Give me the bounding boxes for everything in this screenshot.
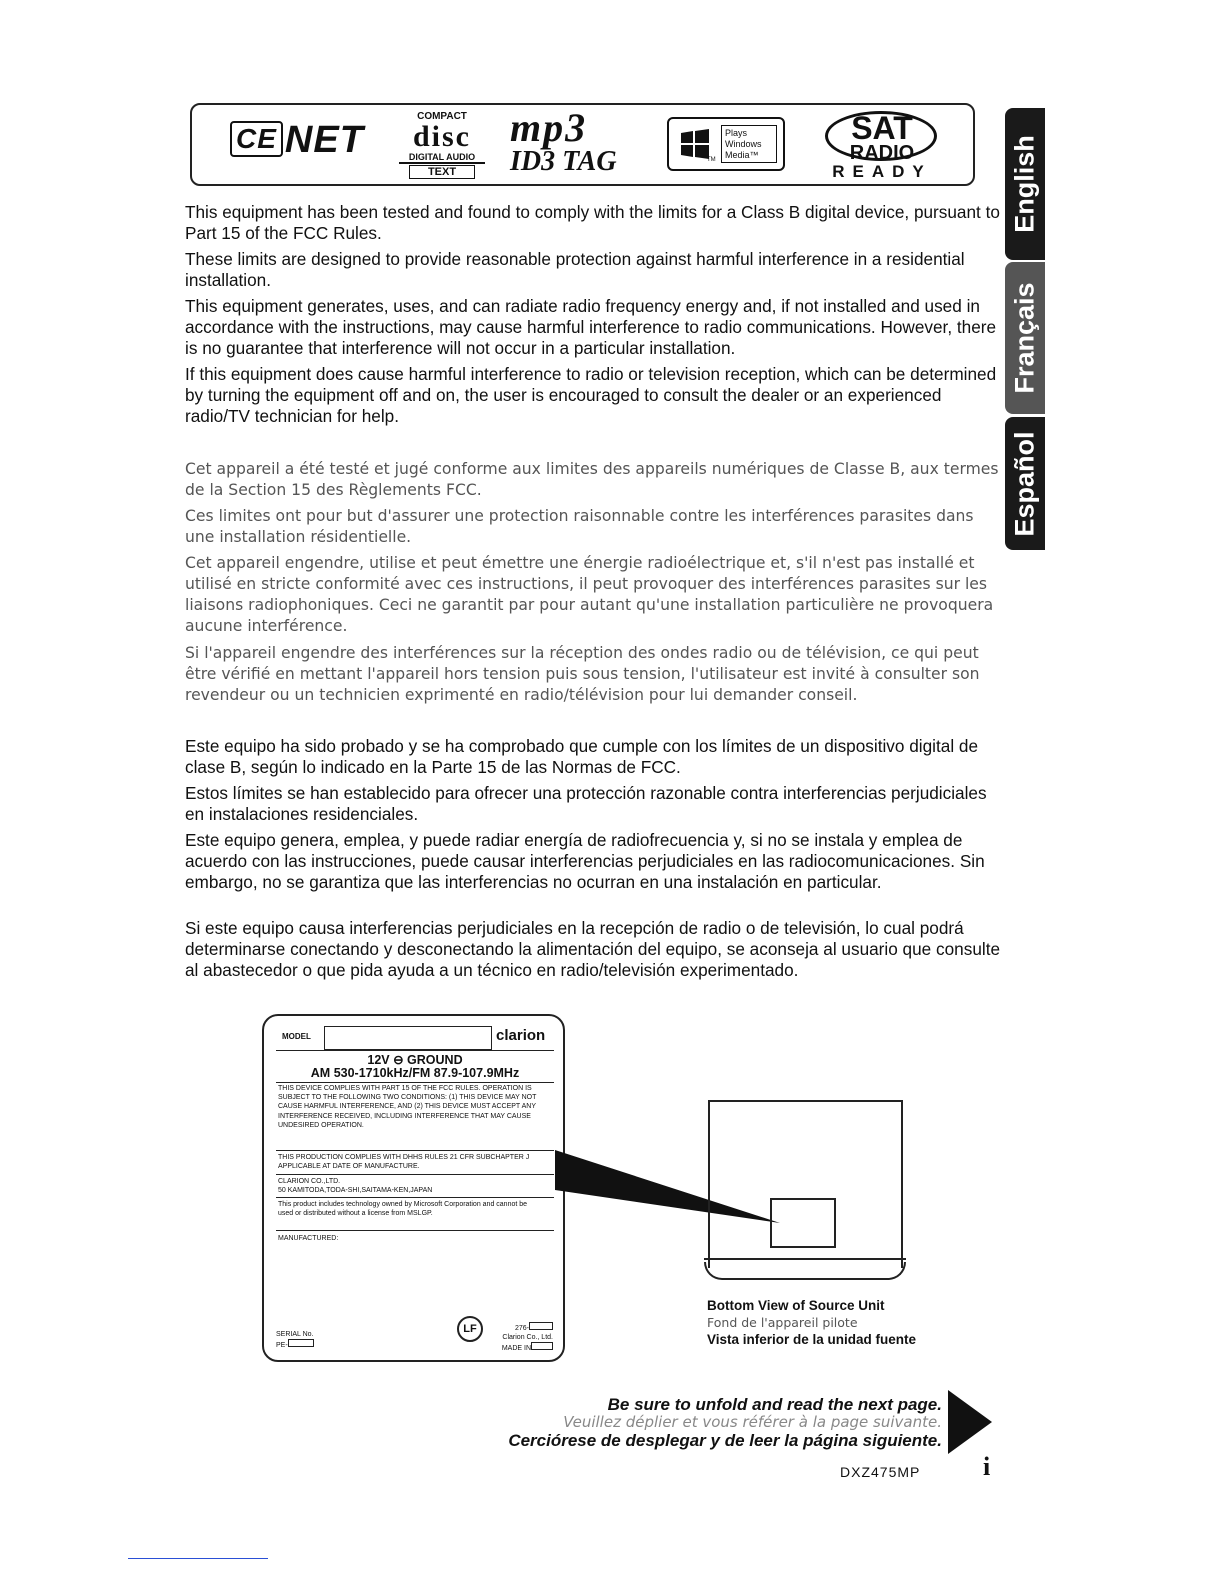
- unit-base: [704, 1262, 906, 1280]
- cenet-logo: [230, 119, 364, 162]
- logo-banner: [190, 103, 975, 186]
- label-company: CLARION CO.,LTD.: [278, 1178, 341, 1185]
- label-made-in-text: MADE IN: [501, 1345, 531, 1352]
- spanish-paragraph-1: Este equipo ha sido probado y se ha comprobado que cumple con los límites de un dispositivo digital de clase B, según lo indicado en la Parte 15 de las Normas de FCC.: [185, 736, 979, 777]
- product-label-illustration: [262, 1014, 565, 1362]
- label-maker-block: [489, 1322, 553, 1353]
- unit-caption-es: Vista inferior de la unidad fuente: [707, 1332, 917, 1347]
- label-made-in: [489, 1342, 553, 1353]
- id3-tag-text: ID3 TAG: [510, 146, 617, 177]
- tab-english-label: English: [1009, 135, 1040, 233]
- compact-disc-text-logo: [399, 111, 485, 177]
- lf-mark-icon: LF: [457, 1316, 483, 1342]
- label-model-box: [324, 1026, 492, 1050]
- french-paragraph-3: Cet appareil engendre, utilise et peut émettre une énergie radioélectrique et, s'il n'est pas installé et utilisé en stricte conformité avec ces instructions, il peut provoquer des interférences parasites sur les liaisons radiophoniques. Ceci ne garantit par pour autant qu'une installation particulière ne provoquera aucune interférence.: [185, 554, 994, 635]
- label-276: [489, 1322, 553, 1333]
- label-divider: [276, 1082, 554, 1083]
- next-page-fr: Veuillez déplier et vous référer à la page suivante.: [563, 1413, 942, 1431]
- model-code: DXZ475MP: [840, 1464, 921, 1480]
- french-paragraph-1: Cet appareil a été testé et jugé conforme aux limites des appareils numériques de Classe B, aux termes de la Section 15 des Règlements FCC.: [185, 460, 999, 499]
- windows-media-logo: [667, 117, 785, 171]
- label-dhhs-text: THIS PRODUCTION COMPLIES WITH DHHS RULES 21 CFR SUBCHAPTER J APPLICABLE AT DATE OF MANUFACTURE.: [278, 1154, 530, 1171]
- cd-line1: COMPACT: [417, 111, 467, 122]
- cd-line4: TEXT: [409, 165, 475, 179]
- tab-francais-label: Français: [1009, 282, 1040, 394]
- cenet-badge: CE: [230, 121, 283, 157]
- tab-english: [1005, 108, 1045, 260]
- mp3-logo: [510, 105, 617, 177]
- english-paragraph-1: This equipment has been tested and found to comply with the limits for a Class B digital device, pursuant to Part 15 of the FCC Rules.: [185, 202, 1000, 243]
- label-maker: Clarion Co., Ltd.: [502, 1334, 553, 1341]
- cenet-text: NET: [284, 119, 364, 161]
- footnote-rule: [128, 1558, 268, 1559]
- wm-line2: Windows: [725, 139, 762, 149]
- label-divider: [276, 1150, 554, 1151]
- cd-line2: disc: [412, 120, 471, 153]
- tab-espanol-label: Español: [1009, 430, 1040, 537]
- wm-line1: Plays: [725, 128, 748, 138]
- sat-radio-ready-logo: [817, 111, 947, 183]
- windows-flag-icon: [679, 128, 711, 160]
- cd-line3: DIGITAL AUDIO: [399, 152, 485, 164]
- next-page-arrow-icon: [948, 1390, 992, 1454]
- wm-text-box: [721, 125, 777, 163]
- spanish-paragraph-2: Estos límites se han establecido para ofrecer una protección razonable contra interferencias perjudiciales en instalaciones residenciales.: [185, 783, 987, 824]
- label-serial-caption: SERIAL No.: [276, 1331, 314, 1338]
- wm-tm: TM: [707, 157, 716, 163]
- radio-text: RADIO: [849, 142, 915, 164]
- label-divider: [276, 1197, 554, 1198]
- unit-caption-fr: Fond de l'appareil pilote: [707, 1315, 858, 1330]
- label-location-box: [770, 1198, 836, 1248]
- english-paragraph-4: If this equipment does cause harmful interference to radio or television reception, which can be determined by turning the equipment off and on, the user is encouraged to consult the dealer or an experienced radio/TV technician for help.: [185, 364, 997, 426]
- label-manufactured: MANUFACTURED:: [278, 1235, 339, 1242]
- label-address: 50 KAMITODA,TODA-SHI,SAITAMA-KEN,JAPAN: [278, 1187, 433, 1194]
- english-paragraph-3: This equipment generates, uses, and can radiate radio frequency energy and, if not installed and used in accordance with the instructions, may cause harmful interference to radio communications. However, there is no guarantee that interference will not occur in a particular installation.: [185, 296, 997, 358]
- mp3-text: mp3: [510, 105, 588, 150]
- label-pe-text: PE-: [276, 1342, 288, 1349]
- label-voltage: 12V ⊖ GROUND: [367, 1053, 463, 1067]
- spanish-paragraph-4: Si este equipo causa interferencias perjudiciales en la recepción de radio o de televisión, lo cual podrá determinarse conectando y desconectando la alimentación del equipo, se aconseja al usuario que consulte al abastecedor o que pida ayuda a un técnico en radio/televisión experimentado.: [185, 918, 1001, 980]
- label-divider: [276, 1230, 554, 1231]
- label-serial: [276, 1330, 314, 1350]
- unit-caption-en: Bottom View of Source Unit: [707, 1298, 885, 1313]
- english-paragraph-2: These limits are designed to provide reasonable protection against harmful interference in a residential installation.: [185, 249, 965, 290]
- sat-text: SAT: [851, 110, 913, 146]
- label-microsoft-text: This product includes technology owned by Microsoft Corporation and cannot be used or distributed without a license from MSLGP.: [278, 1201, 528, 1218]
- spanish-paragraph-3: Este equipo genera, emplea, y puede radiar energía de radiofrecuencia y, si no se instala y emplea de acuerdo con las instrucciones, puede causar interferencias perjudiciales en las radiocomunicaciones. Sin embargo, no se garantiza que las interferencias no ocurran en una instalación en particular.: [185, 830, 985, 892]
- label-pe: [276, 1339, 314, 1350]
- label-276-text: 276-: [514, 1325, 529, 1332]
- wm-line3: Media™: [725, 150, 759, 160]
- label-divider: [276, 1050, 554, 1051]
- french-paragraph-2: Ces limites ont pour but d'assurer une protection raisonnable contre les interférences parasites dans une installation résidentielle.: [185, 507, 974, 546]
- label-brand: clarion: [496, 1027, 546, 1044]
- label-band: AM 530-1710kHz/FM 87.9-107.9MHz: [310, 1066, 520, 1080]
- next-page-en: Be sure to unfold and read the next page.: [607, 1395, 942, 1414]
- tab-francais: [1005, 262, 1045, 414]
- tab-espanol: [1005, 417, 1045, 550]
- page-number: i: [983, 1452, 991, 1481]
- french-paragraph-4: Si l'appareil engendre des interférences sur la réception des ondes radio ou de télévision, ce qui peut être vérifié en mettant l'appareil hors tension puis sous tension, l'utilisateur est invité à consulter son revendeur ou un technicien exprimenté en radio/télévision pour lui demander conseil.: [185, 644, 980, 704]
- label-fcc-text: THIS DEVICE COMPLIES WITH PART 15 OF THE FCC RULES. OPERATION IS SUBJECT TO THE FOLLOWING TWO CONDITIONS: (1) THIS DEVICE MAY NOT CAUSE HARMFUL INTERFERENCE, AND (2) THIS DEVICE MUST ACCEPT ANY INTERFERENCE RECEIVED, INCLUDING INTERFERENCE THAT MAY CAUSE UNDESIRED OPERATION.: [278, 1085, 537, 1129]
- next-page-es: Cerciórese de desplegar y de leer la página siguiente.: [508, 1431, 942, 1450]
- label-model-caption: MODEL: [282, 1032, 311, 1041]
- label-divider: [276, 1174, 554, 1175]
- ready-text: READY: [832, 162, 932, 181]
